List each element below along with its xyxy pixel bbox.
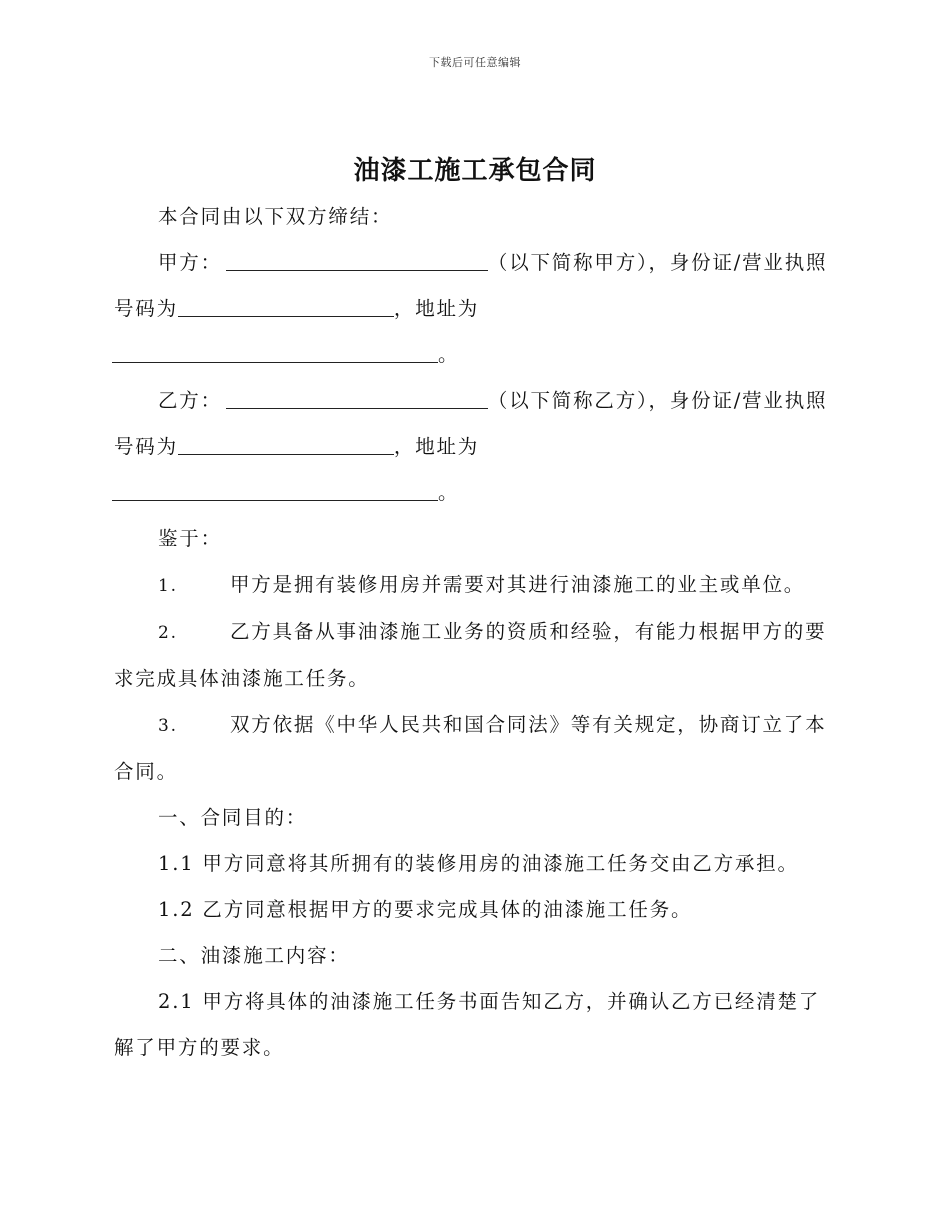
party-a-id-blank[interactable] bbox=[178, 296, 394, 317]
contract-body bbox=[114, 194, 839, 1071]
recital-number: 3. bbox=[158, 716, 178, 736]
party-a-paragraph bbox=[114, 240, 839, 378]
party-a-address-blank[interactable] bbox=[112, 342, 438, 363]
header-note: 下载后可任意编辑 bbox=[429, 56, 521, 69]
whereas-heading: 鉴于： bbox=[158, 527, 222, 550]
recital-1 bbox=[114, 562, 839, 609]
party-b-paragraph bbox=[114, 378, 839, 516]
party-b-desc: （以下简称乙方），身份证/营业执 bbox=[487, 389, 807, 412]
recital-text: 双方依据《中华人民共和国合同法》等有关规定，协商订立了本合同。 bbox=[114, 713, 827, 783]
party-b-id-blank[interactable] bbox=[178, 434, 394, 455]
party-b-address-blank[interactable] bbox=[112, 480, 438, 501]
section-2-heading: 二、油漆施工内容： bbox=[158, 944, 350, 967]
section-1-item-2: 1.2 乙方同意根据甲方的要求完成具体的油漆施工任务。 bbox=[158, 898, 693, 921]
party-a-end: 。 bbox=[438, 343, 460, 366]
party-b-address-prefix: ，地址为 bbox=[393, 435, 480, 458]
intro-paragraph: 本合同由以下双方缔结： bbox=[158, 205, 393, 228]
recital-text: 甲方是拥有装修用房并需要对其进行油漆施工的业主或单位。 bbox=[230, 573, 806, 596]
document-title: 油漆工施工承包合同 bbox=[353, 156, 597, 186]
recital-2 bbox=[114, 609, 839, 702]
recital-3 bbox=[114, 702, 839, 795]
party-a-id-prefix: 照号码为 bbox=[114, 251, 828, 320]
recital-number: 1. bbox=[158, 576, 178, 596]
party-b-name-blank[interactable] bbox=[226, 388, 488, 409]
section-1-item-1: 1.1 甲方同意将其所拥有的装修用房的油漆施工任务交由乙方承担。 bbox=[158, 852, 799, 875]
section-2-item-1: 2.1 甲方将具体的油漆施工任务书面告知乙方，并确认乙方已经清楚了解了甲方的要求。 bbox=[114, 990, 821, 1059]
party-b-end: 。 bbox=[438, 481, 460, 504]
party-a-name-blank[interactable] bbox=[226, 250, 488, 271]
party-a-label: 甲方： bbox=[158, 251, 222, 274]
party-a-desc: （以下简称甲方），身份证/营业执 bbox=[487, 251, 807, 274]
section-1-heading: 一、合同目的： bbox=[158, 806, 308, 829]
party-b-id-prefix: 照号码为 bbox=[114, 389, 828, 458]
recital-text: 乙方具备从事油漆施工业务的资质和经验，有能力根据甲方的要求完成具体油漆施工任务。 bbox=[114, 620, 827, 690]
recital-number: 2. bbox=[158, 623, 178, 643]
party-b-label: 乙方： bbox=[158, 389, 222, 412]
party-a-address-prefix: ，地址为 bbox=[393, 297, 480, 320]
